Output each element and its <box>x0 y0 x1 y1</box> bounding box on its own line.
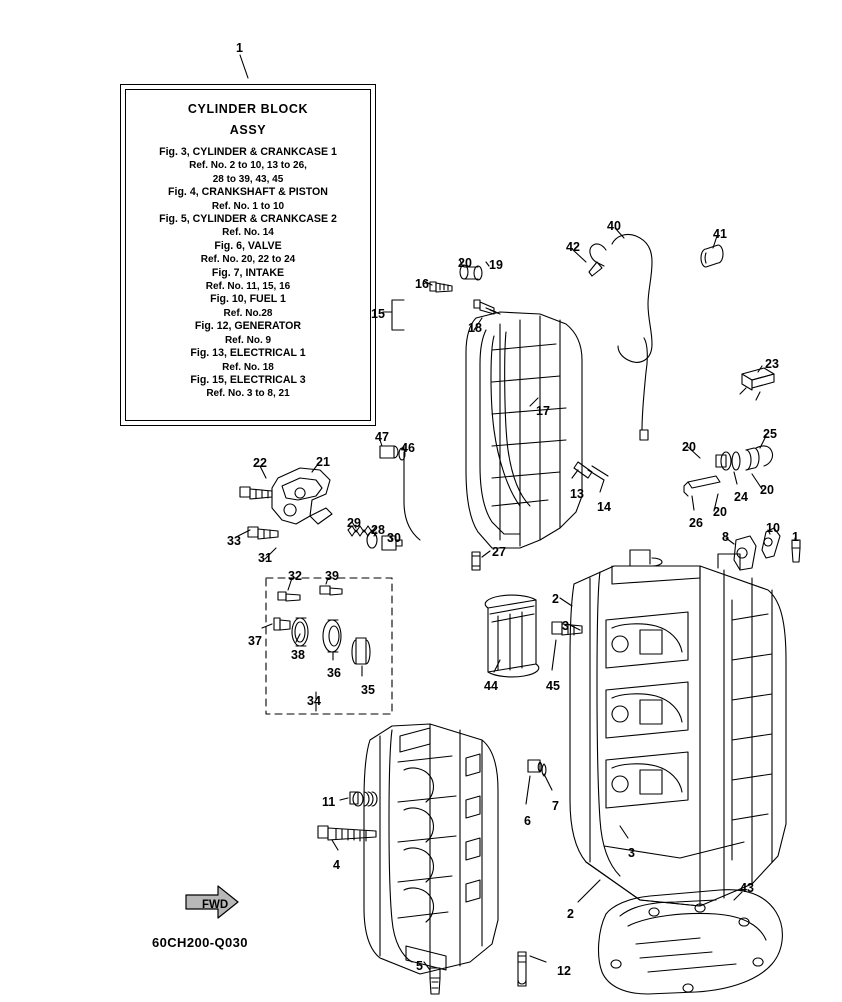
bracket-8 <box>734 536 756 570</box>
oil-filter-44 <box>485 595 539 677</box>
bolt-16 <box>430 282 452 292</box>
bushing-47 <box>380 446 394 458</box>
rod-46 <box>404 452 420 540</box>
callout-number: 25 <box>763 427 777 441</box>
callout-number: 1 <box>792 530 799 544</box>
callout-number: 31 <box>258 551 272 565</box>
intake-cover-17 <box>466 312 582 548</box>
legend-row: Fig. 4, CRANKSHAFT & PISTON <box>168 186 328 199</box>
callout-number: 17 <box>536 404 550 418</box>
bolt-18 <box>474 300 500 314</box>
bearing-38 <box>292 618 308 646</box>
callout-number: 8 <box>722 530 729 544</box>
tube-23-run <box>642 338 647 430</box>
bolt-32 <box>278 592 300 601</box>
bolt-5 <box>430 968 440 994</box>
legend-row: Ref. No. 14 <box>222 227 274 239</box>
callout-number: 13 <box>570 487 584 501</box>
callout-number: 32 <box>288 569 302 583</box>
callout-number: 1 <box>236 41 243 55</box>
callout-number: 3 <box>628 846 635 860</box>
callout-number: 7 <box>552 799 559 813</box>
legend-row: Fig. 10, FUEL 1 <box>210 293 286 306</box>
leader-2b <box>578 880 600 902</box>
callout-number: 5 <box>416 959 423 973</box>
legend-box <box>120 84 376 426</box>
fwd-label: FWD <box>202 899 229 911</box>
leader-4 <box>332 840 338 850</box>
legend-inner-border <box>125 89 371 421</box>
legend-row: Ref. No. 18 <box>222 361 274 373</box>
callout-number: 11 <box>322 795 336 809</box>
callout-number: 22 <box>253 456 267 470</box>
bracket-21 <box>272 468 332 524</box>
callout-number: 41 <box>713 227 727 241</box>
callout-number: 26 <box>689 516 703 530</box>
legend-row: Ref. No. 3 to 8, 21 <box>206 388 290 400</box>
pin-27 <box>472 552 480 570</box>
leader-26 <box>692 496 694 510</box>
callout-number: 15 <box>371 307 385 321</box>
callout-number: 12 <box>557 964 571 978</box>
callout-number: 4 <box>333 858 340 872</box>
callout-number: 16 <box>415 277 429 291</box>
leader-27 <box>482 551 490 557</box>
leader-13 <box>572 470 578 478</box>
callout-number: 36 <box>327 666 341 680</box>
callout-number: 33 <box>227 534 241 548</box>
callout-number: 6 <box>524 814 531 828</box>
callout-number: 28 <box>371 523 385 537</box>
callout-number: 47 <box>375 430 389 444</box>
callout-number: 23 <box>765 357 779 371</box>
callout-number: 42 <box>566 240 580 254</box>
cylinder-block-main <box>570 550 786 906</box>
callout-number: 2 <box>552 592 559 606</box>
leader-14 <box>600 480 604 492</box>
legend-row: Fig. 7, INTAKE <box>211 266 285 279</box>
callout-number: 20 <box>713 505 727 519</box>
callout-number: 30 <box>387 531 401 545</box>
callout-number: 10 <box>766 521 780 535</box>
callout-number: 27 <box>492 545 506 559</box>
callout-number: 20 <box>682 440 696 454</box>
bearing-36 <box>323 620 341 652</box>
leader-24 <box>734 472 737 484</box>
callout-number: 37 <box>248 634 262 648</box>
callout-number: 2 <box>567 907 574 921</box>
leader-7 <box>544 774 552 790</box>
clamp-41 <box>701 245 723 267</box>
callout-number: 39 <box>325 569 339 583</box>
bolt-22 <box>240 487 272 499</box>
legend-row: Fig. 15, ELECTRICAL 3 <box>190 373 306 386</box>
legend-row: Ref. No. 9 <box>224 334 272 346</box>
leader-45 <box>552 640 556 670</box>
callout-number: 20 <box>458 256 472 270</box>
legend-title: CYLINDER BLOCK <box>187 102 309 116</box>
callout-number: 18 <box>468 321 482 335</box>
legend-row: Fig. 12, GENERATOR <box>194 320 302 333</box>
callout-number: 38 <box>291 648 305 662</box>
callout-number: 14 <box>597 500 611 514</box>
leader-2a <box>560 598 572 606</box>
dowel-12 <box>518 952 526 986</box>
legend-subtitle: ASSY <box>229 123 267 137</box>
leader-11 <box>340 798 348 800</box>
legend-row: 28 to 39, 43, 45 <box>212 173 284 185</box>
bolt-39 <box>320 586 342 595</box>
callout-number: 20 <box>760 483 774 497</box>
callout-number: 29 <box>347 516 361 530</box>
bolt-13 <box>574 462 608 480</box>
leader-12 <box>530 956 546 962</box>
callout-number: 46 <box>401 441 415 455</box>
washer-19 <box>474 266 482 280</box>
connector-23 <box>740 368 774 400</box>
leader-3b <box>620 826 628 838</box>
drawing-code: 60CH200-Q030 <box>152 935 248 950</box>
callout-number: 45 <box>546 679 560 693</box>
callout-number: 44 <box>484 679 498 693</box>
legend-row: Fig. 3, CYLINDER & CRANKCASE 1 <box>159 146 337 158</box>
bracket-15 <box>392 300 404 330</box>
bolt-33 <box>248 527 278 539</box>
legend-row: Ref. No. 11, 15, 16 <box>205 281 291 293</box>
legend-row: Ref. No. 1 to 10 <box>211 200 285 212</box>
callout-number: 34 <box>307 694 321 708</box>
callout-number: 3 <box>562 619 569 633</box>
legend-row: Fig. 5, CYLINDER & CRANKCASE 2 <box>159 213 337 226</box>
bolt-7 <box>528 760 542 772</box>
legend-row: Fig. 6, VALVE <box>214 239 282 252</box>
callout-number: 35 <box>361 683 375 697</box>
legend-row: Ref. No.28 <box>223 307 273 319</box>
callout-number: 19 <box>489 258 503 272</box>
seal-37 <box>274 618 290 630</box>
leader-1 <box>240 55 248 78</box>
callout-number: 21 <box>316 455 330 469</box>
callout-number: 24 <box>734 490 748 504</box>
cylinder-head-cover <box>364 724 498 974</box>
legend-row: Ref. No. 2 to 10, 13 to 26, <box>189 160 307 172</box>
callout-number: 43 <box>740 881 754 895</box>
bolt-4 <box>318 826 376 841</box>
legend-row: Ref. No. 20, 22 to 24 <box>200 254 296 266</box>
leader-6 <box>526 776 530 804</box>
leader-37 <box>262 624 272 628</box>
legend-row: Fig. 13, ELECTRICAL 1 <box>190 347 306 360</box>
callout-number: 40 <box>607 219 621 233</box>
bushing-35 <box>352 638 370 664</box>
